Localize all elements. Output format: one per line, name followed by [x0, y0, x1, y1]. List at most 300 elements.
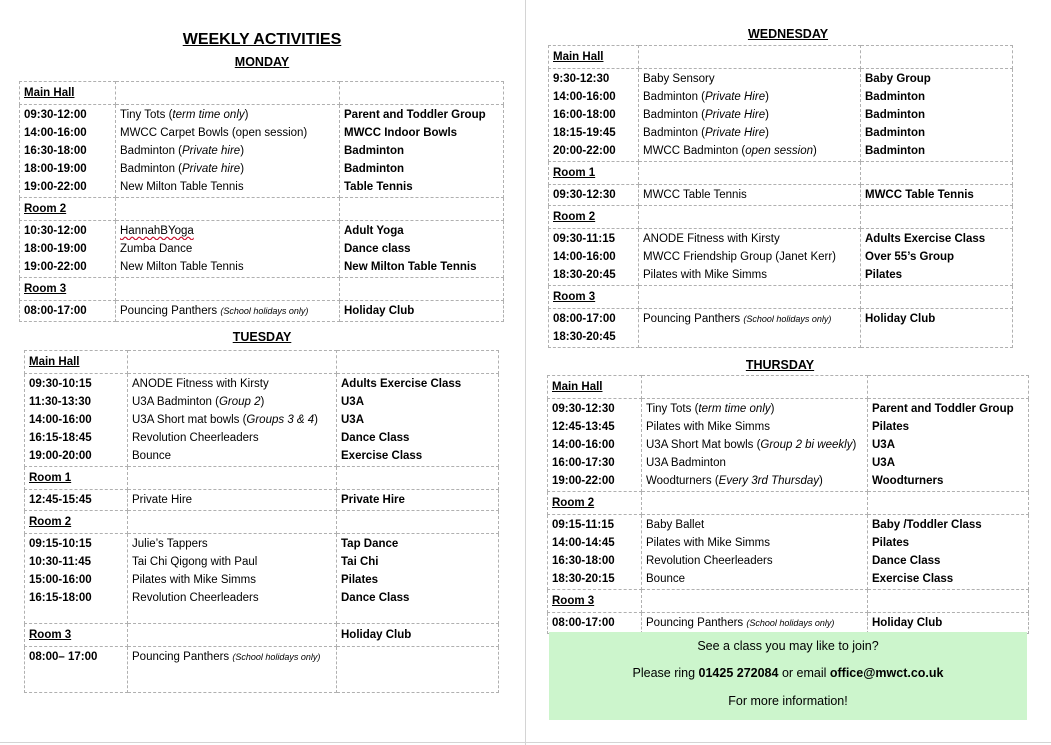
room-header-right [868, 590, 1029, 613]
activity-group: Badminton [865, 127, 926, 139]
schedule-wednesday [548, 45, 1013, 348]
room-header-row [25, 351, 499, 374]
activity-group: Tap Dance [341, 538, 399, 550]
room-header-row [548, 492, 1029, 515]
room-label-cell [549, 46, 639, 69]
times-column [25, 490, 128, 511]
activity-name [132, 648, 332, 666]
activity-group: Pilates [341, 574, 379, 586]
activity-time: 11:30-13:30 [29, 396, 92, 408]
room-label-cell [548, 492, 642, 515]
room-header-right [340, 198, 504, 221]
activity-text: Badminton ( [120, 145, 183, 157]
activity-group: Pilates [865, 269, 903, 281]
activity-name [646, 614, 863, 632]
day-heading-monday: MONDAY [234, 55, 290, 69]
room-label-cell [548, 376, 642, 399]
activity-time: 16:30-18:00 [24, 145, 87, 157]
activity-name [646, 472, 863, 490]
activity-name [120, 222, 335, 240]
activity-name [646, 516, 863, 534]
activity-text-end: ) [770, 403, 775, 415]
room-header-right [861, 162, 1013, 185]
groups-column [868, 613, 1029, 634]
activity-time: 14:00-16:00 [24, 127, 87, 139]
room-header-group: Holiday Club [341, 629, 412, 641]
activity-time: 19:00-22:00 [24, 181, 87, 193]
activity-text: Tai Chi Qigong with Paul [132, 556, 258, 568]
activity-name [643, 106, 856, 124]
activity-time: 18:30-20:15 [552, 573, 615, 585]
activity-time: 14:00-16:00 [552, 439, 615, 451]
room-header-empty [128, 624, 337, 647]
activity-group: Badminton [344, 145, 405, 157]
room-label: Room 2 [552, 497, 595, 509]
room-header-right [861, 206, 1013, 229]
room-label: Room 3 [552, 595, 595, 607]
activity-text: Baby Sensory [643, 73, 715, 85]
activity-text: Tiny Tots ( [120, 109, 173, 121]
activity-name [132, 491, 332, 509]
activity-text-end: ) [260, 396, 265, 408]
room-header-empty [639, 162, 861, 185]
activity-group: Adults Exercise Class [341, 378, 462, 390]
activity-text: Pouncing Panthers [132, 651, 233, 663]
room-label: Room 3 [29, 629, 72, 641]
activity-time: 14:00-16:00 [29, 414, 92, 426]
activity-time: 16:30-18:00 [552, 555, 615, 567]
room-activities-row [20, 301, 504, 322]
times-column [549, 229, 639, 286]
activity-group: Badminton [344, 163, 405, 175]
activity-name [120, 240, 335, 258]
activity-group: Table Tennis [344, 181, 413, 193]
room-header-row [549, 46, 1013, 69]
activity-time: 18:00-19:00 [24, 243, 87, 255]
room-activities-row [549, 185, 1013, 206]
room-activities-row [548, 399, 1029, 492]
page-divider [525, 0, 526, 745]
activity-name [643, 124, 856, 142]
room-header-empty [642, 492, 868, 515]
activity-name [132, 375, 332, 393]
activities-column [116, 221, 340, 278]
activity-name [646, 400, 863, 418]
activity-group: Dance Class [341, 592, 410, 604]
times-column [548, 515, 642, 590]
activity-note: Private Hire [705, 109, 766, 121]
times-column [549, 309, 639, 348]
schedule-tuesday [24, 350, 499, 693]
activity-name [643, 70, 856, 88]
activity-time: 12:45-15:45 [29, 494, 92, 506]
room-header-row [20, 278, 504, 301]
activity-time: 9:30-12:30 [553, 73, 610, 85]
promo-line-1: See a class you may like to join? [697, 639, 879, 653]
room-header-row [549, 286, 1013, 309]
groups-column [337, 534, 499, 624]
activity-note: Group 2 bi weekly [760, 439, 853, 451]
activity-time: 15:00-16:00 [29, 574, 92, 586]
groups-column [337, 490, 499, 511]
activities-column [128, 534, 337, 624]
activities-column [639, 185, 861, 206]
activity-name [643, 230, 856, 248]
activity-time: 18:15-19:45 [553, 127, 616, 139]
activity-time: 09:30-10:15 [29, 378, 92, 390]
room-label: Main Hall [553, 51, 604, 63]
activity-text: Julie’s Tappers [132, 538, 208, 550]
activity-text-end: ) [813, 145, 817, 157]
schedule-thursday [547, 375, 1029, 634]
room-activities-row [25, 534, 499, 624]
room-activities-row [549, 229, 1013, 286]
activities-column [639, 229, 861, 286]
activity-time: 18:00-19:00 [24, 163, 87, 175]
room-activities-row [20, 221, 504, 278]
room-header-row [25, 511, 499, 534]
room-header-empty [642, 590, 868, 613]
activity-name [643, 310, 856, 328]
activity-group: Parent and Toddler Group [872, 403, 1014, 415]
activity-text: Revolution Cheerleaders [132, 592, 259, 604]
groups-column [340, 301, 504, 322]
room-activities-row [549, 69, 1013, 162]
activity-name [643, 266, 856, 284]
activity-group: Adults Exercise Class [865, 233, 986, 245]
activity-name [646, 534, 863, 552]
activity-note: Private Hire [705, 91, 766, 103]
room-label: Room 2 [29, 516, 72, 528]
room-header-right [868, 376, 1029, 399]
activity-time: 16:15-18:00 [29, 592, 92, 604]
activities-column [642, 613, 868, 634]
activities-column [642, 515, 868, 590]
promo-email: office@mwct.co.uk [829, 666, 944, 680]
room-label-cell [25, 624, 128, 647]
activity-group: Dance class [344, 243, 411, 255]
activity-text: Pouncing Panthers [643, 313, 744, 325]
room-header-empty [639, 206, 861, 229]
room-header-empty [128, 351, 337, 374]
activity-name [132, 393, 332, 411]
activity-time: 16:15-18:45 [29, 432, 92, 444]
activity-name [646, 454, 863, 472]
activity-group [341, 648, 494, 666]
activity-group: U3A [872, 439, 896, 451]
room-label: Main Hall [29, 356, 80, 368]
room-label-cell [25, 467, 128, 490]
activity-group: Tai Chi [341, 556, 379, 568]
activity-group: U3A [872, 457, 896, 469]
room-header-empty [128, 467, 337, 490]
room-label: Room 2 [553, 211, 596, 223]
activity-note: Private hire [182, 163, 241, 175]
activity-note: term time only [698, 403, 771, 415]
room-header-right [340, 82, 504, 105]
activities-column [642, 399, 868, 492]
activity-group: MWCC Table Tennis [865, 189, 974, 201]
activities-column [639, 69, 861, 162]
activity-text: Revolution Cheerleaders [132, 432, 259, 444]
activity-text: Pouncing Panthers [120, 305, 221, 317]
activity-text: Tiny Tots ( [646, 403, 699, 415]
times-column [25, 534, 128, 624]
activity-group: Adult Yoga [344, 225, 404, 237]
activity-name [132, 553, 332, 571]
room-activities-row [20, 105, 504, 198]
activity-group: Dance Class [341, 432, 410, 444]
room-header-row [549, 162, 1013, 185]
activity-text: Private Hire [132, 494, 193, 506]
activity-time: 08:00-17:00 [552, 617, 615, 629]
room-header-right [861, 46, 1013, 69]
activity-text: ANODE Fitness with Kirsty [643, 233, 780, 245]
activity-group: U3A [341, 414, 365, 426]
activity-name [120, 178, 335, 196]
room-header-empty [639, 46, 861, 69]
activity-group: Badminton [865, 91, 926, 103]
activity-name [120, 302, 335, 320]
activity-time: 14:00-14:45 [552, 537, 615, 549]
activity-text: Revolution Cheerleaders [646, 555, 773, 567]
activity-group: MWCC Indoor Bowls [344, 127, 458, 139]
times-column [25, 374, 128, 467]
activity-text: Pilates with Mike Simms [646, 537, 770, 549]
activity-text: U3A Short Mat bowls ( [646, 439, 761, 451]
activity-text-end: ) [852, 439, 857, 451]
times-column [20, 105, 116, 198]
activity-text: New Milton Table Tennis [120, 181, 244, 193]
activity-group: Exercise Class [872, 573, 954, 585]
room-label-cell [549, 286, 639, 309]
room-label: Room 3 [24, 283, 67, 295]
activity-group: Holiday Club [865, 313, 936, 325]
room-header-right [340, 278, 504, 301]
activity-time: 19:00-22:00 [552, 475, 615, 487]
activity-text-end: ) [240, 145, 245, 157]
room-header-row [548, 376, 1029, 399]
room-header-right [337, 624, 499, 647]
activity-text-end: ) [765, 91, 769, 103]
activities-column [116, 301, 340, 322]
activity-name [120, 142, 335, 160]
room-label: Room 1 [553, 167, 596, 179]
room-header-right [337, 467, 499, 490]
room-activities-row [548, 515, 1029, 590]
groups-column [861, 229, 1013, 286]
activity-text: ANODE Fitness with Kirsty [132, 378, 269, 390]
activity-group: Exercise Class [341, 450, 423, 462]
room-label-cell [20, 198, 116, 221]
room-activities-row [25, 490, 499, 511]
activities-column [128, 647, 337, 693]
room-header-row [20, 82, 504, 105]
promo-phone: 01425 272084 [698, 666, 779, 680]
room-header-row [20, 198, 504, 221]
activity-small-note: (School holidays only) [220, 306, 309, 316]
day-heading-wednesday: WEDNESDAY [747, 27, 829, 41]
day-heading-thursday: THURSDAY [745, 358, 815, 372]
room-header-row [548, 590, 1029, 613]
activity-name [120, 106, 335, 124]
activity-name [643, 186, 856, 204]
times-column [20, 301, 116, 322]
activity-text: Badminton ( [120, 163, 183, 175]
activity-group: Parent and Toddler Group [344, 109, 486, 121]
activity-group [865, 328, 1008, 346]
activity-time: 16:00-18:00 [553, 109, 616, 121]
activity-time: 09:15-11:15 [552, 519, 615, 531]
groups-column [337, 374, 499, 467]
activity-group: Holiday Club [872, 617, 943, 629]
activity-group: Dance Class [872, 555, 941, 567]
room-label-cell [549, 162, 639, 185]
groups-column [340, 221, 504, 278]
room-activities-row [549, 309, 1013, 348]
activity-name [643, 328, 856, 346]
activity-group: Baby /Toddler Class [872, 519, 982, 531]
activity-name [646, 570, 863, 588]
times-column [25, 647, 128, 693]
groups-column [861, 69, 1013, 162]
activity-group: Woodturners [872, 475, 944, 487]
activity-note: term time only [172, 109, 245, 121]
activity-group: Baby Group [865, 73, 931, 85]
activity-small-note: (School holidays only) [746, 618, 835, 628]
activity-name [120, 258, 335, 276]
room-label-cell [549, 206, 639, 229]
activity-time: 10:30-11:45 [29, 556, 92, 568]
activity-text: New Milton Table Tennis [120, 261, 244, 273]
activity-time: 08:00-17:00 [553, 313, 616, 325]
activity-group: Badminton [865, 145, 926, 157]
activity-text: Bounce [132, 450, 172, 462]
activities-column [639, 309, 861, 348]
groups-column [868, 515, 1029, 590]
activity-time: 14:00-16:00 [553, 251, 616, 263]
activity-text-end: ) [765, 109, 769, 121]
activity-text: Badminton ( [643, 109, 706, 121]
room-label: Main Hall [24, 87, 75, 99]
activity-text: Badminton ( [643, 127, 706, 139]
activity-text-end: ) [765, 127, 769, 139]
promo-ring-text: Please ring [632, 666, 699, 680]
activity-time: 14:00-16:00 [553, 91, 616, 103]
activities-column [116, 105, 340, 198]
times-column [549, 69, 639, 162]
activity-group: Holiday Club [344, 305, 415, 317]
activity-group: U3A [341, 396, 365, 408]
activity-name [132, 411, 332, 429]
room-header-right [337, 351, 499, 374]
promo-box [549, 632, 1027, 720]
activity-name [646, 418, 863, 436]
activity-note: Groups 3 & 4 [246, 414, 315, 426]
room-header-right [861, 286, 1013, 309]
room-label: Main Hall [552, 381, 603, 393]
activity-name [120, 124, 335, 142]
promo-line-3: For more information! [728, 694, 848, 708]
activity-group: Badminton [865, 109, 926, 121]
activity-text-end: ) [314, 414, 319, 426]
room-header-row [25, 624, 499, 647]
groups-column [861, 309, 1013, 348]
promo-line-2 [549, 666, 1027, 680]
activity-group: Private Hire [341, 494, 405, 506]
activity-group: Pilates [872, 537, 910, 549]
activity-time: 18:30-20:45 [553, 269, 616, 281]
day-heading-tuesday: TUESDAY [232, 330, 292, 344]
activity-note: Private hire [182, 145, 241, 157]
activity-text: MWCC Carpet Bowls (open session) [120, 127, 308, 139]
activity-small-note: (School holidays only) [232, 652, 321, 662]
activity-time: 09:15-10:15 [29, 538, 92, 550]
activity-group: Over 55’s Group [865, 251, 955, 263]
activity-time: 18:30-20:45 [553, 331, 616, 343]
activity-text: Badminton ( [643, 91, 706, 103]
activity-note: Group 2 [218, 396, 261, 408]
room-label: Room 2 [24, 203, 67, 215]
activity-text: HannahBYoga [120, 225, 194, 237]
activity-text-end: ) [240, 163, 245, 175]
room-label: Room 3 [553, 291, 596, 303]
room-label-cell [25, 351, 128, 374]
activity-time: 19:00-22:00 [24, 261, 87, 273]
room-header-row [25, 467, 499, 490]
room-header-empty [116, 198, 340, 221]
page-title: WEEKLY ACTIVITIES [182, 31, 342, 48]
activity-small-note: (School holidays only) [743, 314, 832, 324]
activity-name [132, 535, 332, 553]
activity-name [643, 142, 856, 160]
activity-time: 12:45-13:45 [552, 421, 615, 433]
room-activities-row [25, 647, 499, 693]
activity-text: Pouncing Panthers [646, 617, 747, 629]
activity-time: 09:30-12:30 [553, 189, 616, 201]
activity-time: 09:30-12:00 [24, 109, 87, 121]
activity-text: U3A Badminton [646, 457, 726, 469]
activities-column [128, 374, 337, 467]
room-activities-row [548, 613, 1029, 634]
activity-text: MWCC Friendship Group (Janet Kerr) [643, 251, 836, 263]
activity-note: Every 3rd Thursday [718, 475, 820, 487]
activity-time: 09:30-12:30 [552, 403, 615, 415]
activity-text: Baby Ballet [646, 519, 705, 531]
room-header-empty [639, 286, 861, 309]
activity-text-end: ) [244, 109, 249, 121]
activity-name [646, 552, 863, 570]
groups-column [340, 105, 504, 198]
activity-name [132, 571, 332, 589]
promo-email-text: or email [778, 666, 830, 680]
times-column [548, 399, 642, 492]
times-column [548, 613, 642, 634]
room-activities-row [25, 374, 499, 467]
activity-time: 08:00– 17:00 [29, 651, 98, 663]
activity-text: U3A Badminton ( [132, 396, 219, 408]
activity-time: 08:00-17:00 [24, 305, 87, 317]
activity-time: 16:00-17:30 [552, 457, 615, 469]
activity-name [643, 88, 856, 106]
times-column [549, 185, 639, 206]
activity-note: Private Hire [705, 127, 766, 139]
activity-text: Pilates with Mike Simms [646, 421, 770, 433]
activity-text: Bounce [646, 573, 686, 585]
activity-text: Woodturners ( [646, 475, 719, 487]
activity-name [132, 429, 332, 447]
room-header-row [549, 206, 1013, 229]
